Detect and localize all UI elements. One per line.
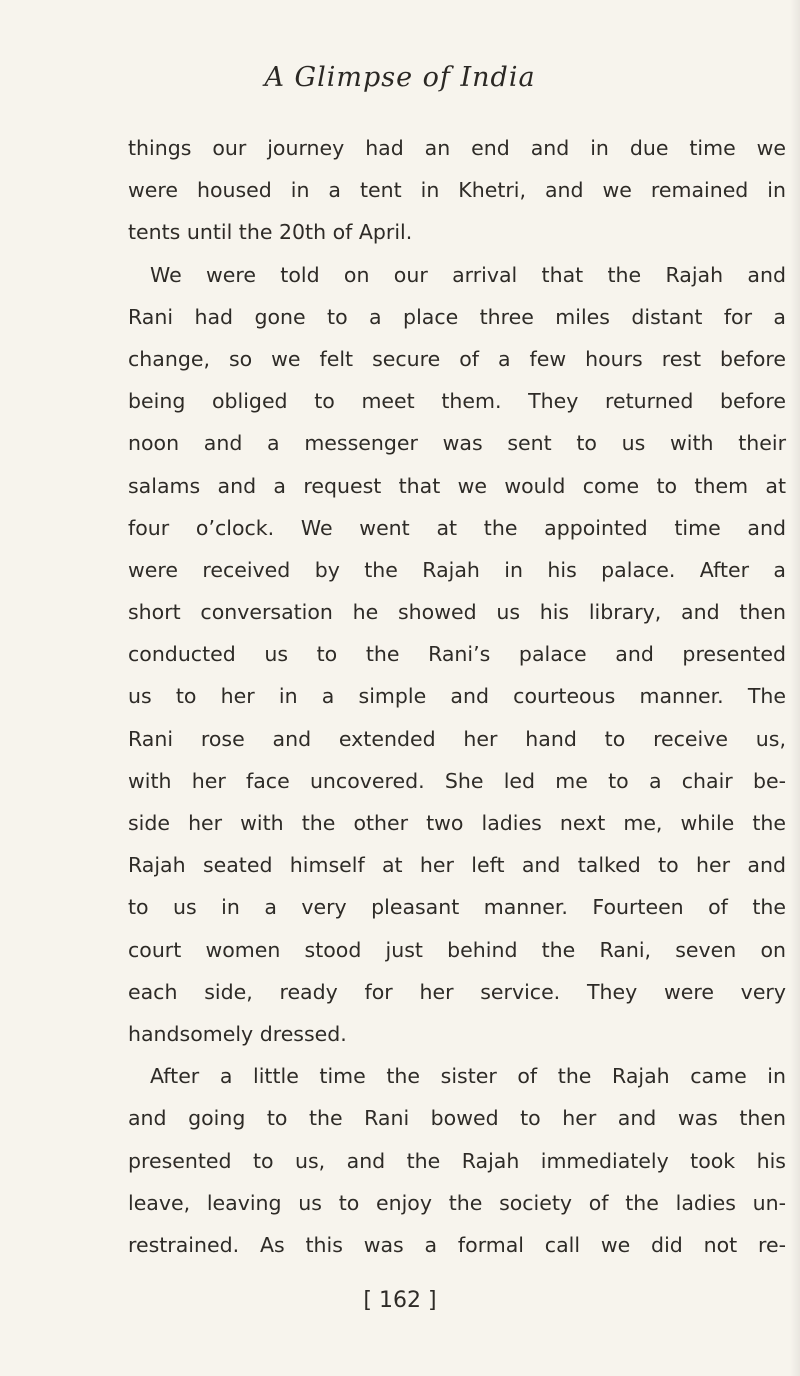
text-line: change, so we felt secure of a few hours rest before xyxy=(128,346,786,371)
text-line: were housed in a tent in Khetri, and we remained in xyxy=(128,178,786,203)
text-line: four o’clock. We went at the appointed time and xyxy=(128,515,786,540)
text-line: us to her in a simple and courteous manner. The xyxy=(128,684,786,709)
text-line: and going to the Rani bowed to her and was then xyxy=(128,1106,786,1131)
text-line: restrained. As this was a formal call we did not re- xyxy=(128,1232,786,1257)
text-line: Rajah seated himself at her left and talked to her and xyxy=(128,853,786,878)
text-line: handsomely dressed. xyxy=(128,1021,347,1046)
text-line: conducted us to the Rani’s palace and presented xyxy=(128,642,786,667)
text-line: each side, ready for her service. They were very xyxy=(128,979,786,1004)
text-line: noon and a messenger was sent to us with their xyxy=(128,431,786,456)
text-line: things our journey had an end and in due time we xyxy=(128,136,786,160)
running-head: A Glimpse of India xyxy=(264,62,536,93)
text-line: with her face uncovered. She led me to a chair be- xyxy=(128,768,786,793)
text-line: short conversation he showed us his library, and then xyxy=(128,600,786,625)
body-text xyxy=(128,127,786,1266)
text-line: After a little time the sister of the Rajah came in xyxy=(150,1064,786,1089)
text-line: side her with the other two ladies next me, while the xyxy=(128,811,786,835)
page-edge-shadow xyxy=(790,0,800,1376)
text-line: were received by the Rajah in his palace. After a xyxy=(128,557,786,582)
text-line: Rani rose and extended her hand to receive us, xyxy=(128,726,786,751)
text-line: tents until the 20th of April. xyxy=(128,220,413,245)
text-line: leave, leaving us to enjoy the society of the ladies un- xyxy=(128,1190,786,1215)
text-line: being obliged to meet them. They returned before xyxy=(128,389,786,414)
text-line: presented to us, and the Rajah immediately took his xyxy=(128,1148,786,1173)
text-line: salams and a request that we would come to them at xyxy=(128,473,786,498)
text-line: Rani had gone to a place three miles distant for a xyxy=(128,304,786,329)
text-line: to us in a very pleasant manner. Fourteen of the xyxy=(128,895,786,920)
page-number: [ 162 ] xyxy=(363,1288,437,1313)
text-line: court women stood just behind the Rani, seven on xyxy=(128,937,786,962)
text-line: We were told on our arrival that the Rajah and xyxy=(150,262,786,287)
